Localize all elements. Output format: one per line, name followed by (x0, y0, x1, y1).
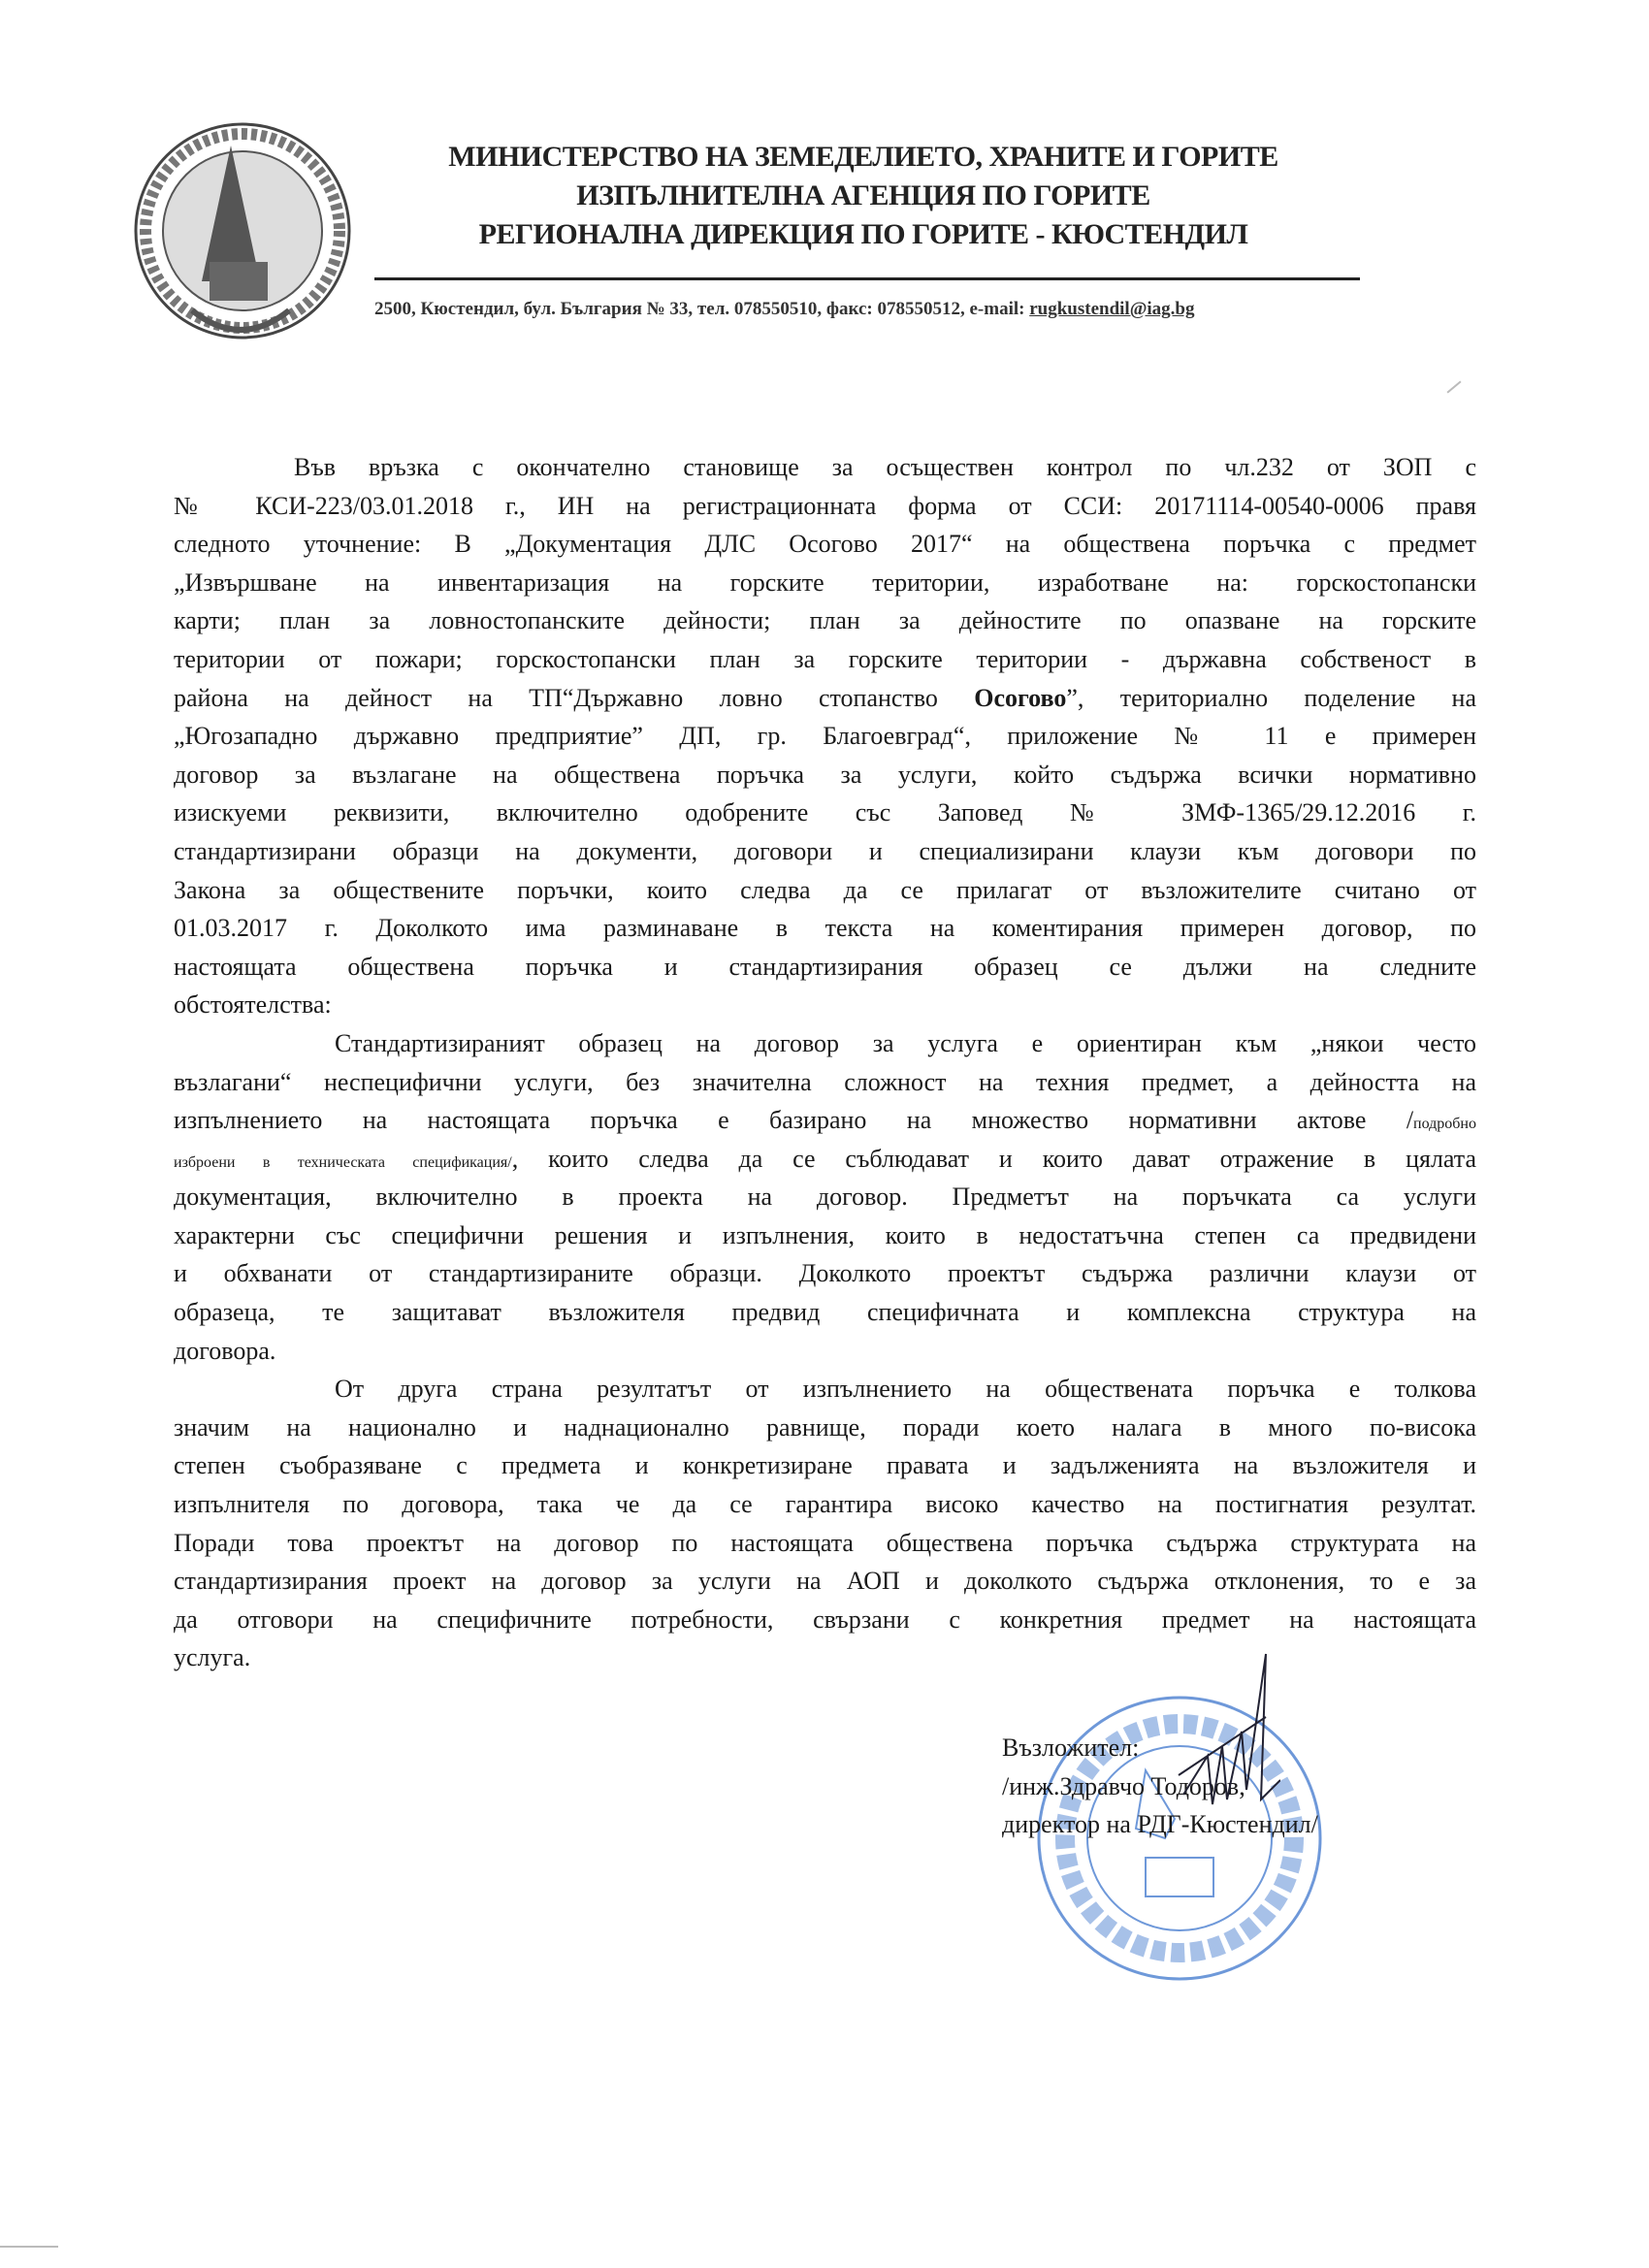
text-line: да отговори на специфичните потребности, свързани с конкретния предмет на настоящата (174, 1604, 1476, 1634)
agency-name: ИЗПЪЛНИТЕЛНА АГЕНЦИЯ ПО ГОРИТЕ (576, 179, 1150, 211)
text-line: Стандартизираният образец на договор за услуга е ориентиран към „някои често (335, 1028, 1476, 1057)
text-segment: изпълнението на настоящата поръчка е базирано на множество нормативни актове / (174, 1106, 1414, 1135)
address-text: 2500, Кюстендил, бул. България № 33, тел. 078550510, факс: 078550512, e-mail: (374, 299, 1030, 319)
text-line: „Извършване на инвентаризация на горските територии, изработване на: горскостопански (174, 567, 1476, 597)
text-line: стандартизирания проект на договор за услуги на АОП и доколкото съдържа отклонения, то е за (174, 1567, 1476, 1596)
bold-text: Осогово (974, 683, 1067, 712)
text-line: значим на национално и наднационално равнище, поради което налага в много по-висока (174, 1412, 1476, 1442)
agency-logo (124, 116, 362, 354)
text-line: настоящата обществена поръчка и стандартизирания образец се дължи на следните (174, 952, 1476, 981)
paragraph (174, 1370, 1476, 1677)
text-line: Поради това проектът на договор по настоящата обществена поръчка съдържа структурата на (174, 1528, 1476, 1557)
text-segment: ”, териториално поделение на (1066, 683, 1476, 712)
text-line (174, 679, 1476, 718)
text-line: следното уточнение: В „Документация ДЛС Осогово 2017“ на обществена поръчка с предмет (174, 530, 1476, 559)
text-line: услуга. (174, 1643, 251, 1672)
signatory-role: Възложител: (1002, 1733, 1140, 1762)
text-line: изискуеми реквизити, включително одобрените със Заповед № ЗМФ-1365/29.12.2016 г. (174, 798, 1476, 827)
letter-body (174, 448, 1476, 1677)
text-line: „Югозападно държавно предприятие” ДП, гр. Благоевград“, приложение № 11 е примерен (174, 722, 1476, 751)
text-line: От друга страна резултатът от изпълнението на обществената поръчка е толкова (335, 1375, 1476, 1404)
text-line: 01.03.2017 г. Доколкото има разминаване в текста на коментирания примерен договор, по (174, 914, 1476, 943)
text-line: договор за възлагане на обществена поръчка за услуги, който съдържа всички нормативно (174, 760, 1476, 789)
text-line: степен съобразяване с предмета и конкретизиране правата и задълженията на възложителя и (174, 1451, 1476, 1480)
text-line: карти; план за ловностопанските дейности; план за дейностите по опазване на горските (174, 606, 1476, 635)
text-line: договора. (174, 1336, 276, 1365)
text-line: обстоятелства: (174, 990, 332, 1020)
ministry-name: МИНИСТЕРСТВО НА ЗЕМЕДЕЛИЕТО, ХРАНИТЕ И ГОРИТЕ (448, 141, 1278, 173)
header-divider (374, 277, 1360, 280)
text-line: документация, включително в проекта на договор. Предметът на поръчката са услуги (174, 1183, 1476, 1212)
text-line: и обхванати от стандартизираните образци. Доколкото проектът съдържа различни клаузи от (174, 1259, 1476, 1288)
scan-mark (0, 2246, 58, 2248)
small-note: изброени в техническата спецификация/ (174, 1153, 512, 1171)
paragraph (174, 448, 1476, 1024)
text-line: Закона за обществените поръчки, които следва да се прилагат от възложителите считано от (174, 875, 1476, 904)
signatory-name: /инж.Здравчо Тодоров, (1002, 1771, 1245, 1800)
text-line: образеца, те защитават възложителя предвид специфичната и комплексна структура на (174, 1298, 1476, 1327)
text-line: територии от пожари; горскостопански план за горските територии - държавна собственост в (174, 644, 1476, 673)
text-line: характерни със специфични решения и изпълнения, които в недостатъчна степен са предвидени (174, 1220, 1476, 1249)
paragraph (174, 1024, 1476, 1370)
text-segment: , които следва да се съблюдават и които дават отражение в цялата (511, 1144, 1477, 1173)
text-line (174, 1140, 1476, 1179)
text-line (174, 1101, 1476, 1140)
text-line: изпълнителя по договора, така че да се гарантира високо качество на постигнатия резултат. (174, 1490, 1476, 1519)
small-note: подробно (1413, 1116, 1476, 1133)
text-line: № КСИ-223/03.01.2018 г., ИН на регистрационната форма от ССИ: 20171114-00540-0006 правя (174, 491, 1476, 520)
email-link[interactable]: rugkustendil@iag.bg (1029, 299, 1195, 319)
text-line: стандартизирани образци на документи, договори и специализирани клаузи към договори по (174, 836, 1476, 865)
handwritten-signature (1174, 1649, 1280, 1843)
contact-address (374, 297, 1194, 322)
text-line: Във връзка с окончателно становище за осъществен контрол по чл.232 от ЗОП с (294, 453, 1476, 481)
scan-mark (1446, 380, 1461, 393)
text-line: възлагани“ неспецифични услуги, без значителна сложност на техния предмет, а дейността на (174, 1067, 1476, 1096)
directorate-name: РЕГИОНАЛНА ДИРЕКЦИЯ ПО ГОРИТЕ - КЮСТЕНДИЛ (478, 218, 1248, 250)
text-segment: района на дейност на ТП“Държавно ловно стопанство (174, 683, 975, 712)
signatory-title: директор на РДГ-Кюстендил/ (1002, 1810, 1318, 1838)
